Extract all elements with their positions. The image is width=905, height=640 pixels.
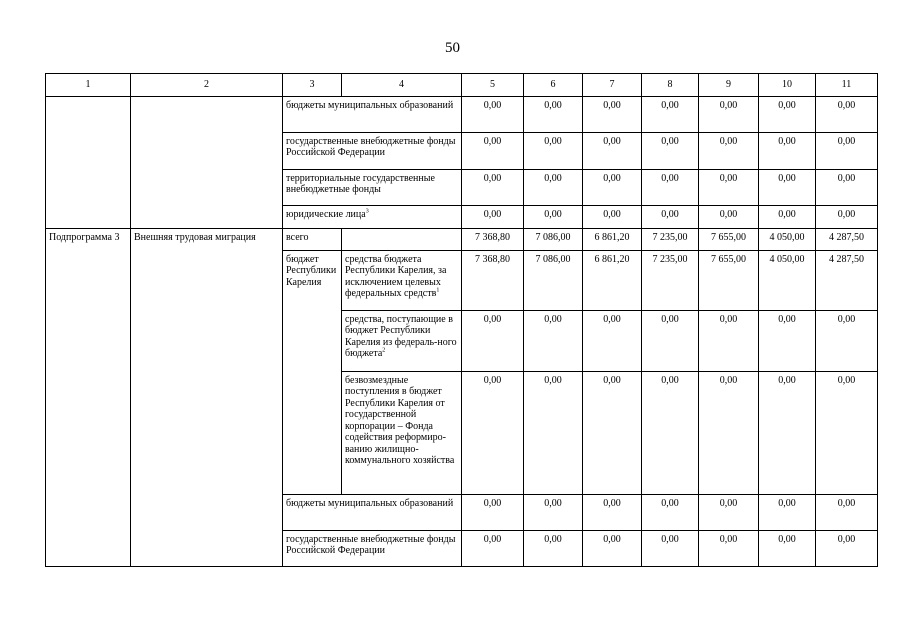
value-cell: 0,00	[699, 205, 759, 228]
value-cell: 0,00	[699, 530, 759, 566]
value-cell: 7 655,00	[699, 228, 759, 250]
row-label: бюджеты муниципальных образований	[283, 96, 462, 132]
value-cell: 0,00	[462, 96, 524, 132]
footnote-mark: 3	[365, 208, 369, 215]
value-cell: 0,00	[524, 132, 583, 169]
value-cell: 0,00	[699, 310, 759, 371]
value-cell: 0,00	[583, 205, 642, 228]
header-col-8: 8	[642, 74, 699, 97]
value-cell: 0,00	[642, 310, 699, 371]
empty-cell-col2	[131, 96, 283, 228]
value-cell: 0,00	[583, 96, 642, 132]
value-cell: 0,00	[583, 371, 642, 494]
header-col-9: 9	[699, 74, 759, 97]
row-label: безвозмездные поступления в бюджет Республики Карелия от государственной корпорации – Фонда содействия реформиро-ванию жилищно-коммунального хозяйства	[342, 371, 462, 494]
value-cell: 0,00	[462, 205, 524, 228]
total-label: всего	[283, 228, 342, 250]
value-cell: 0,00	[642, 96, 699, 132]
row-label: государственные внебюджетные фонды Российской Федерации	[283, 530, 462, 566]
value-cell: 0,00	[699, 96, 759, 132]
value-cell: 0,00	[462, 169, 524, 205]
value-cell: 0,00	[524, 205, 583, 228]
value-cell: 0,00	[759, 530, 816, 566]
value-cell: 0,00	[816, 205, 878, 228]
value-cell: 0,00	[583, 310, 642, 371]
empty-cell-col1	[46, 96, 131, 228]
row-label-text: средства бюджета Республики Карелия, за исключением целевых федеральных средств	[345, 253, 447, 299]
value-cell: 0,00	[816, 530, 878, 566]
value-cell: 0,00	[816, 371, 878, 494]
header-col-5: 5	[462, 74, 524, 97]
value-cell: 7 235,00	[642, 250, 699, 310]
value-cell: 7 235,00	[642, 228, 699, 250]
value-cell: 0,00	[583, 169, 642, 205]
row-label	[342, 250, 462, 310]
value-cell: 0,00	[462, 530, 524, 566]
value-cell: 0,00	[583, 530, 642, 566]
row-label: бюджеты муниципальных образований	[283, 494, 462, 530]
value-cell: 0,00	[462, 132, 524, 169]
header-col-4: 4	[342, 74, 462, 97]
value-cell: 7 368,80	[462, 228, 524, 250]
value-cell: 0,00	[642, 494, 699, 530]
page-number: 50	[445, 40, 460, 56]
header-col-3: 3	[283, 74, 342, 97]
header-col-11: 11	[816, 74, 878, 97]
value-cell: 0,00	[699, 169, 759, 205]
value-cell: 0,00	[524, 169, 583, 205]
table-row	[46, 96, 878, 132]
header-col-2: 2	[131, 74, 283, 97]
value-cell: 0,00	[759, 494, 816, 530]
value-cell: 0,00	[524, 371, 583, 494]
value-cell: 0,00	[759, 96, 816, 132]
header-row	[46, 74, 878, 97]
value-cell: 0,00	[699, 494, 759, 530]
value-cell: 0,00	[699, 371, 759, 494]
footnote-mark: 1	[436, 287, 440, 294]
header-col-6: 6	[524, 74, 583, 97]
row-label-text: средства, поступающие в бюджет Республики Карелия из федераль-ного бюджета	[345, 313, 457, 359]
row-label	[283, 205, 462, 228]
value-cell: 0,00	[524, 96, 583, 132]
value-cell: 0,00	[462, 310, 524, 371]
header-col-10: 10	[759, 74, 816, 97]
value-cell: 0,00	[759, 132, 816, 169]
value-cell: 6 861,20	[583, 250, 642, 310]
value-cell: 0,00	[524, 530, 583, 566]
value-cell: 0,00	[759, 371, 816, 494]
value-cell: 0,00	[524, 310, 583, 371]
header-col-7: 7	[583, 74, 642, 97]
value-cell: 0,00	[462, 494, 524, 530]
value-cell: 0,00	[642, 530, 699, 566]
value-cell: 0,00	[642, 371, 699, 494]
value-cell: 7 086,00	[524, 250, 583, 310]
value-cell: 7 368,80	[462, 250, 524, 310]
value-cell: 0,00	[583, 494, 642, 530]
value-cell: 4 050,00	[759, 228, 816, 250]
karelia-budget-label: бюджет Республики Карелия	[283, 250, 342, 494]
subprogram-title: Внешняя трудовая миграция	[131, 228, 283, 566]
row-label: территориальные государственные внебюджетные фонды	[283, 169, 462, 205]
value-cell: 0,00	[642, 205, 699, 228]
budget-table	[45, 73, 878, 567]
value-cell: 0,00	[816, 494, 878, 530]
row-label: государственные внебюджетные фонды Российской Федерации	[283, 132, 462, 169]
empty-cell	[342, 228, 462, 250]
value-cell: 7 086,00	[524, 228, 583, 250]
value-cell: 0,00	[642, 169, 699, 205]
value-cell: 0,00	[524, 494, 583, 530]
value-cell: 4 050,00	[759, 250, 816, 310]
subprogram-number: Подпрограмма 3	[46, 228, 131, 566]
row-label-text: юридические лица	[286, 208, 366, 220]
value-cell: 0,00	[759, 169, 816, 205]
value-cell: 0,00	[583, 132, 642, 169]
value-cell: 0,00	[759, 310, 816, 371]
subprogram-total-row	[46, 228, 878, 250]
footnote-mark: 2	[382, 347, 386, 354]
value-cell: 0,00	[816, 169, 878, 205]
value-cell: 0,00	[816, 132, 878, 169]
row-label	[342, 310, 462, 371]
value-cell: 0,00	[816, 310, 878, 371]
value-cell: 4 287,50	[816, 250, 878, 310]
value-cell: 4 287,50	[816, 228, 878, 250]
value-cell: 7 655,00	[699, 250, 759, 310]
value-cell: 0,00	[642, 132, 699, 169]
value-cell: 6 861,20	[583, 228, 642, 250]
value-cell: 0,00	[699, 132, 759, 169]
value-cell: 0,00	[759, 205, 816, 228]
value-cell: 0,00	[816, 96, 878, 132]
value-cell: 0,00	[462, 371, 524, 494]
header-col-1: 1	[46, 74, 131, 97]
